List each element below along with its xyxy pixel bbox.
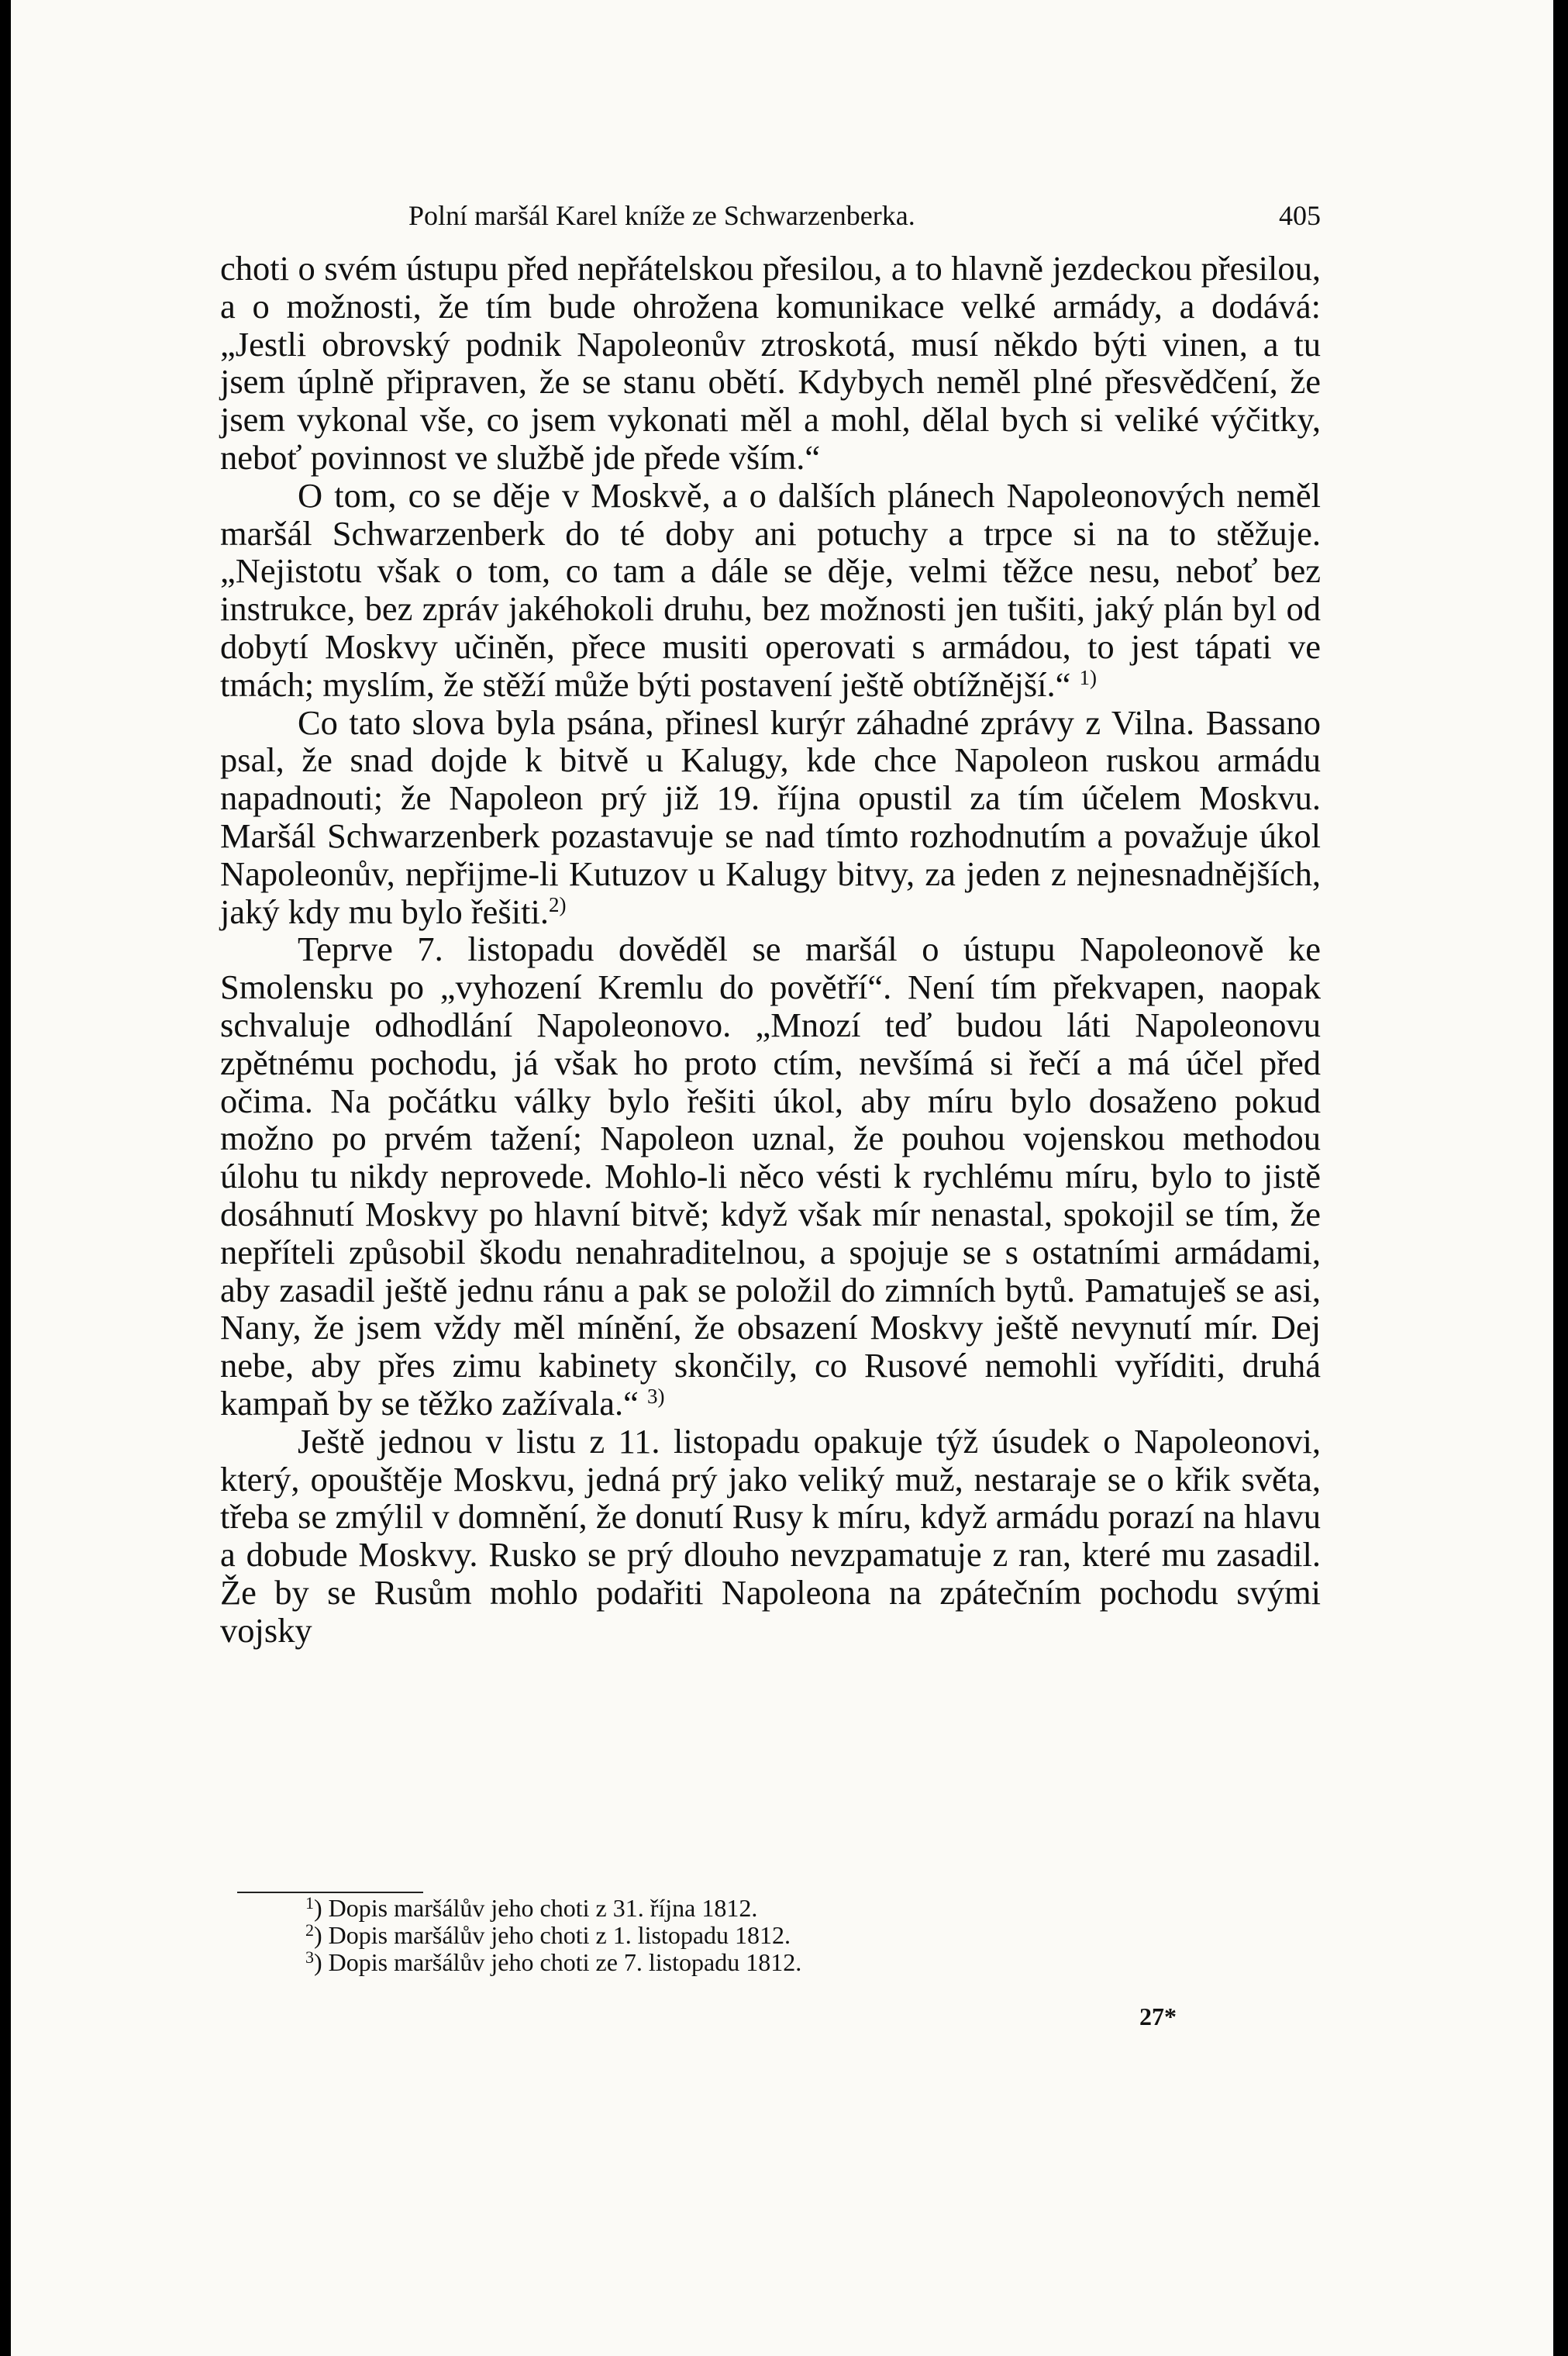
paragraph-5 [220,1423,1321,1650]
footnote-divider [237,1892,423,1893]
paragraph-5-text: Ještě jednou v listu z 11. listopadu opakuje týž úsudek o Napoleonovi, který, opouštěje Moskvu, jedná prý jako veliký muž, nestaraje se o křik světa, třeba se zmýlil v domnění, že donutí Rusy k míru, když armádu porazí na hlavu a dobude Moskvy. Rusko se prý dlouho nevzpamatuje z ran, které mu zasadil. Že by se Rusům mohlo podařiti Napoleona na zpátečním pochodu svými vojsky [220,1421,1321,1650]
footnote-2-mark: 2 [305,1920,314,1940]
footnote-ref-2: 2) [548,892,567,916]
book-page [11,0,1553,2356]
running-title: Polní maršál Karel kníže ze Schwarzenberka. [408,200,915,231]
body-text [220,250,1321,1649]
printer-signature: 27* [1139,2002,1177,2030]
footnote-1-mark: 1 [305,1893,314,1913]
page-header [220,200,1321,231]
footnote-2-text: Dopis maršálův jeho choti z 1. listopadu 1812. [328,1921,791,1949]
paragraph-4-text: Teprve 7. listopadu dověděl se maršál o ústupu Napoleonově ke Smolensku po „vyhození Kremlu do povětří“. Není tím překvapen, naopak schvaluje odhodlání Napoleonovo. „Mnozí teď budou láti Napoleonovu zpětnému pochodu, já však ho proto ctím, nevšímá si řečí a má účel před očima. Na počátku války bylo řešiti úkol, aby míru bylo dosaženo pokud možno po prvém tažení; Napoleon uznal, že pouhou vojenskou methodou úlohu tu nikdy neprovede. Mohlo-li něco vésti k rychlému míru, bylo to jistě dosáhnutí Moskvy po hlavní bitvě; když však mír nenastal, spokojil se tím, že nepříteli způsobil škodu nenahraditelnou, a spojuje se s ostatními armádami, aby zasadil ještě jednu ránu a pak se položil do zimních bytů. Pamatuješ se asi, Nany, že jsem vždy měl mínění, že obsazení Moskvy ještě nevynutí mír. Dej nebe, aby přes zimu kabinety skončily, co Rusové nemohli vyříditi, druhá kampaň by se těžko zažívala.“ [220,930,1321,1423]
footnote-2: $^2$) Dopis maršálův jeho choti z 1. listopadu 1812. [305,1920,791,1949]
footnotes [305,1895,801,1976]
paragraph-1-text: choti o svém ústupu před nepřátelskou přesilou, a to hlavně jezdeckou přesilou, a o možnosti, že tím bude ohrožena komunikace velké armády, a dodává: „Jestli obrovský podnik Napoleonův ztroskotá, musí někdo býti vinen, a tu jsem úplně připraven, že se stanu obětí. Kdybych neměl plné přesvědčení, že jsem vykonal vše, co jsem vykonati měl a mohl, dělal bych si veliké výčitky, neboť povinnost ve službě jde přede vším.“ [220,249,1321,477]
paragraph-4 [220,930,1321,1422]
footnote-3-text: Dopis maršálův jeho choti ze 7. listopadu 1812. [328,1948,802,1976]
footnote-ref-3: 3) [647,1384,665,1408]
footnote-3-mark: 3 [305,1947,314,1967]
footnote-1-text: Dopis maršálův jeho choti z 31. října 1812. [328,1894,758,1922]
page-number: 405 [1279,200,1321,231]
paragraph-2-text: O tom, co se děje v Moskvě, a o dalších plánech Napoleonových neměl maršál Schwarzenberk do té doby ani potuchy a trpce si na to stěžuje. „Nejistotu však o tom, co tam a dále se děje, velmi těžce nesu, neboť bez instrukce, bez zpráv jakéhokoli druhu, bez možnosti jen tušiti, jaký plán byl od dobytí Moskvy učiněn, přece musiti operovati s armádou, to jest tápati ve tmách; myslím, že stěží může býti postavení ještě obtížnější.“ [220,475,1321,704]
paragraph-3 [220,704,1321,931]
footnote-3: $^3$) Dopis maršálův jeho choti ze 7. listopadu 1812. [305,1947,802,1976]
paragraph-3-text: Co tato slova byla psána, přinesl kurýr záhadné zprávy z Vilna. Bassano psal, že snad dojde k bitvě u Kalugy, kde chce Napoleon ruskou armádu napadnouti; že Napoleon prý již 19. října opustil za tím účelem Moskvu. Maršál Schwarzenberk pozastavuje se nad tímto rozhodnutím a považuje úkol Napoleonův, nepřijme-li Kutuzov u Kalugy bitvy, za jeden z nejnesnadnějších, jaký kdy mu bylo řešiti. [220,702,1321,931]
footnote-1: $^1$) Dopis maršálův jeho choti z 31. října 1812. [305,1893,758,1922]
paragraph-2 [220,477,1321,704]
footnote-ref-1: 1) [1079,665,1098,689]
paragraph-1 [220,250,1321,477]
